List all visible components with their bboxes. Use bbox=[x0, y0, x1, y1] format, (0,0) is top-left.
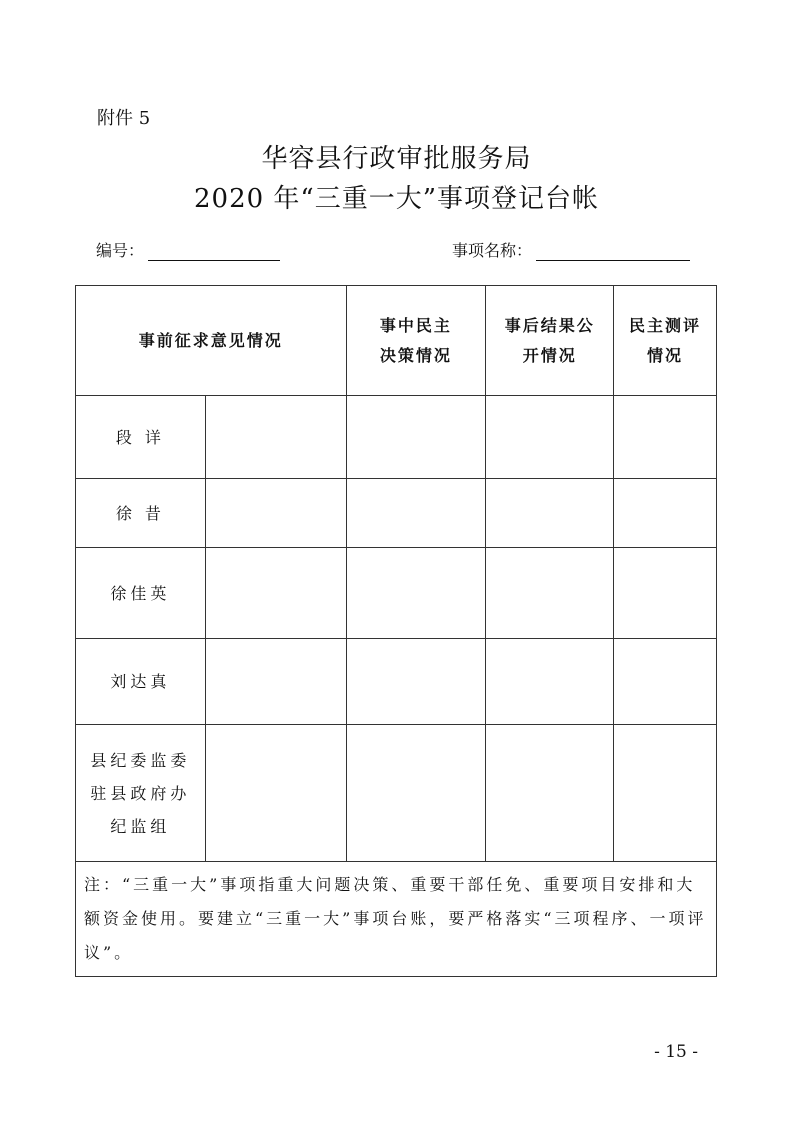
cell-in-process[interactable] bbox=[346, 396, 486, 479]
cell-pre-consultation[interactable] bbox=[205, 548, 346, 639]
header-text: 开情况 bbox=[522, 345, 577, 365]
cell-pre-consultation[interactable] bbox=[205, 396, 346, 479]
cell-in-process[interactable] bbox=[346, 639, 486, 725]
item-name-label: 事项名称： bbox=[452, 241, 533, 260]
header-democratic-evaluation bbox=[614, 286, 717, 396]
cell-in-process[interactable] bbox=[346, 548, 486, 639]
row-name: 徐 昔 bbox=[76, 479, 206, 548]
ledger-table bbox=[75, 285, 717, 977]
row-name: 徐佳英 bbox=[76, 548, 206, 639]
cell-post-result[interactable] bbox=[486, 479, 614, 548]
cell-pre-consultation[interactable] bbox=[205, 639, 346, 725]
cell-evaluation[interactable] bbox=[614, 639, 717, 725]
header-text: 情况 bbox=[647, 345, 684, 365]
header-text: 决策情况 bbox=[379, 345, 452, 365]
row-name: 刘达真 bbox=[76, 639, 206, 725]
row-name-line: 县纪委监委 bbox=[90, 750, 191, 770]
cell-in-process[interactable] bbox=[346, 725, 486, 862]
header-post-result-publicity bbox=[486, 286, 614, 396]
number-field bbox=[96, 238, 280, 261]
cell-post-result[interactable] bbox=[486, 639, 614, 725]
note-row bbox=[76, 862, 717, 977]
cell-pre-consultation[interactable] bbox=[205, 479, 346, 548]
item-name-field bbox=[452, 238, 690, 261]
number-label: 编号： bbox=[96, 241, 145, 260]
number-input-line[interactable] bbox=[148, 242, 280, 261]
cell-in-process[interactable] bbox=[346, 479, 486, 548]
item-name-input-line[interactable] bbox=[536, 242, 690, 261]
note-text: 注：“三重一大”事项指重大问题决策、重要干部任免、重要项目安排和大额资金使用。要建立“三重一大”事项台账，要严格落实“三项程序、一项评议”。 bbox=[76, 862, 717, 977]
header-row bbox=[76, 286, 717, 396]
table-row bbox=[76, 396, 717, 479]
table-row bbox=[76, 479, 717, 548]
page-number: - 15 - bbox=[654, 1042, 698, 1062]
document-title-line2: 2020 年“三重一大”事项登记台帐 bbox=[193, 184, 600, 214]
cell-evaluation[interactable] bbox=[614, 725, 717, 862]
cell-evaluation[interactable] bbox=[614, 396, 717, 479]
header-text: 事后结果公 bbox=[504, 315, 595, 335]
cell-evaluation[interactable] bbox=[614, 479, 717, 548]
row-name-line: 纪监组 bbox=[110, 816, 171, 836]
table-row bbox=[76, 548, 717, 639]
cell-post-result[interactable] bbox=[486, 396, 614, 479]
header-in-process-decision bbox=[346, 286, 486, 396]
cell-evaluation[interactable] bbox=[614, 548, 717, 639]
cell-post-result[interactable] bbox=[486, 725, 614, 862]
table-row bbox=[76, 639, 717, 725]
cell-post-result[interactable] bbox=[486, 548, 614, 639]
row-name: 段 详 bbox=[76, 396, 206, 479]
header-text: 民主测评 bbox=[629, 315, 702, 335]
row-name bbox=[76, 725, 206, 862]
attachment-label: 附件 5 bbox=[97, 108, 151, 129]
header-text: 事中民主 bbox=[379, 315, 452, 335]
table-row bbox=[76, 725, 717, 862]
row-name-line: 驻县政府办 bbox=[90, 783, 191, 803]
header-pre-consultation: 事前征求意见情况 bbox=[76, 286, 347, 396]
document-title-line1: 华容县行政审批服务局 bbox=[261, 144, 532, 174]
cell-pre-consultation[interactable] bbox=[205, 725, 346, 862]
